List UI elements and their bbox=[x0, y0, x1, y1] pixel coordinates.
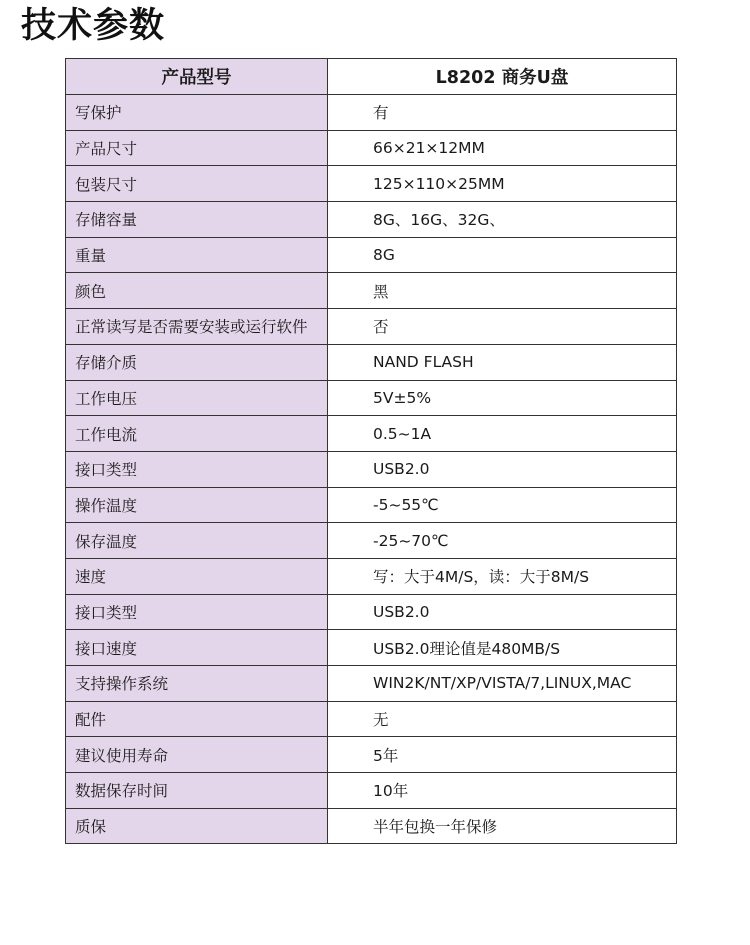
table-row bbox=[66, 309, 677, 345]
table-row bbox=[66, 487, 677, 523]
table-row bbox=[66, 737, 677, 773]
row-label: 存储容量 bbox=[66, 202, 328, 238]
row-label: 存储介质 bbox=[66, 344, 328, 380]
spec-table bbox=[65, 58, 677, 844]
table-row bbox=[66, 416, 677, 452]
table-row bbox=[66, 558, 677, 594]
table-header-row bbox=[66, 59, 677, 95]
table-row bbox=[66, 166, 677, 202]
table-row bbox=[66, 273, 677, 309]
row-value: -5~55℃ bbox=[328, 487, 677, 523]
row-label: 包装尺寸 bbox=[66, 166, 328, 202]
row-label: 接口类型 bbox=[66, 451, 328, 487]
row-value: 写：大于4M/S，读：大于8M/S bbox=[328, 558, 677, 594]
row-label: 数据保存时间 bbox=[66, 773, 328, 809]
row-value: 0.5~1A bbox=[328, 416, 677, 452]
table-row bbox=[66, 523, 677, 559]
row-value: 否 bbox=[328, 309, 677, 345]
row-label: 质保 bbox=[66, 808, 328, 844]
row-value: USB2.0 bbox=[328, 451, 677, 487]
table-row bbox=[66, 808, 677, 844]
row-value: 10年 bbox=[328, 773, 677, 809]
row-value: 无 bbox=[328, 701, 677, 737]
row-value: 8G bbox=[328, 237, 677, 273]
row-value: 5V±5% bbox=[328, 380, 677, 416]
row-label: 写保护 bbox=[66, 95, 328, 131]
row-value: NAND FLASH bbox=[328, 344, 677, 380]
table-row bbox=[66, 773, 677, 809]
row-value: 66×21×12MM bbox=[328, 130, 677, 166]
row-value: 有 bbox=[328, 95, 677, 131]
row-value: -25~70℃ bbox=[328, 523, 677, 559]
row-label: 支持操作系统 bbox=[66, 666, 328, 702]
row-value: WIN2K/NT/XP/VISTA/7,LINUX,MAC bbox=[328, 666, 677, 702]
row-value: 125×110×25MM bbox=[328, 166, 677, 202]
row-label: 保存温度 bbox=[66, 523, 328, 559]
table-row bbox=[66, 130, 677, 166]
table-row bbox=[66, 344, 677, 380]
header-value-cell: L8202 商务U盘 bbox=[328, 59, 677, 95]
row-value: 黑 bbox=[328, 273, 677, 309]
row-label: 配件 bbox=[66, 701, 328, 737]
row-label: 产品尺寸 bbox=[66, 130, 328, 166]
header-label-cell: 产品型号 bbox=[66, 59, 328, 95]
row-label: 工作电流 bbox=[66, 416, 328, 452]
row-label: 工作电压 bbox=[66, 380, 328, 416]
row-label: 接口类型 bbox=[66, 594, 328, 630]
row-label: 操作温度 bbox=[66, 487, 328, 523]
table-row bbox=[66, 380, 677, 416]
table-row bbox=[66, 701, 677, 737]
table-row bbox=[66, 237, 677, 273]
row-value: 5年 bbox=[328, 737, 677, 773]
row-value: 8G、16G、32G、 bbox=[328, 202, 677, 238]
table-row bbox=[66, 202, 677, 238]
table-row bbox=[66, 666, 677, 702]
table-row bbox=[66, 630, 677, 666]
row-label: 重量 bbox=[66, 237, 328, 273]
table-row bbox=[66, 95, 677, 131]
table-row bbox=[66, 594, 677, 630]
row-label: 速度 bbox=[66, 558, 328, 594]
row-value: USB2.0理论值是480MB/S bbox=[328, 630, 677, 666]
row-value: USB2.0 bbox=[328, 594, 677, 630]
page-title: 技术参数 bbox=[21, 6, 166, 46]
row-label: 颜色 bbox=[66, 273, 328, 309]
row-label: 建议使用寿命 bbox=[66, 737, 328, 773]
row-label: 接口速度 bbox=[66, 630, 328, 666]
row-label: 正常读写是否需要安装或运行软件 bbox=[66, 309, 328, 345]
row-value: 半年包换一年保修 bbox=[328, 808, 677, 844]
table-row bbox=[66, 451, 677, 487]
